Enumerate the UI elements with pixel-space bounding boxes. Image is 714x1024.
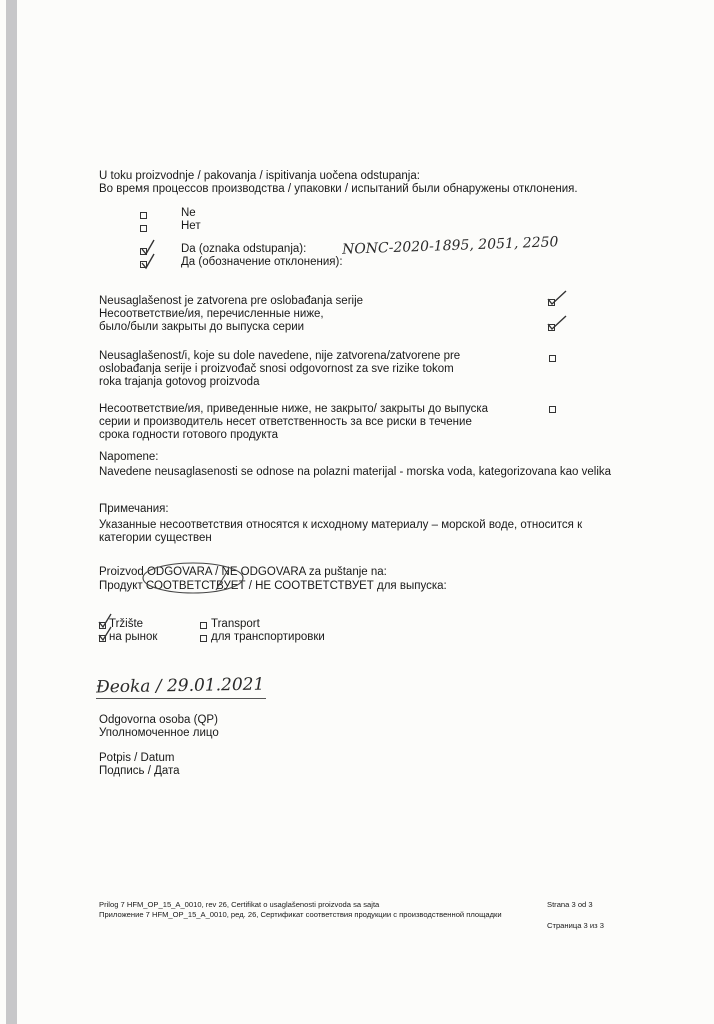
notes-text-sr: Navedene neusaglasenosti se odnose na polazni materijal - morska voda, kategorizovana kao velika: [99, 466, 612, 478]
release-sr-ok: ODGOVARA: [146, 566, 212, 578]
checkbox-transport-ru[interactable]: [200, 635, 207, 642]
open-sr-2: oslobađanja serije i proizvođač snosi odgovornost za sve rizike tokom: [99, 363, 454, 375]
market-ru: на рынок: [109, 631, 158, 643]
checkbox-open-sr[interactable]: [549, 355, 556, 362]
footer-page-sr: Strana 3 od 3: [547, 900, 593, 909]
release-ru-prefix: Продукт: [99, 580, 143, 592]
check-mark-icon: [546, 289, 568, 309]
check-mark-icon: [546, 314, 568, 334]
option-yes-ru: Да (обозначение отклонения):: [181, 256, 343, 268]
release-ru-rest: / НЕ СООТВЕТСТВУЕТ для выпуска:: [248, 580, 447, 592]
checkbox-no[interactable]: [140, 212, 147, 219]
transport-sr: Transport: [211, 618, 260, 630]
handwritten-deviation-ref: NONC-2020-1895, 2051, 2250: [341, 234, 559, 258]
option-no-ru: Нет: [181, 220, 201, 232]
checkbox-open-ru[interactable]: [549, 406, 556, 413]
closed-ru-1: Несоответствие/ия, перечисленные ниже,: [99, 308, 324, 320]
notes-text-ru-1: Указанные несоответствия относятся к исходному материалу – морской воде, относится к: [99, 519, 583, 531]
open-ru-3: срока годности готового продукта: [99, 429, 279, 441]
notes-heading-sr: Napomene:: [99, 451, 159, 463]
signature-role-sr: Odgovorna osoba (QP): [99, 714, 218, 726]
signature-handwritten: Đeoka / 29.01.2021: [95, 674, 265, 698]
notes-text-ru-2: категории существен: [99, 532, 212, 544]
closed-ru-2: было/были закрыты до выпуска серии: [99, 321, 305, 333]
option-yes-sr: Da (oznaka odstupanja):: [181, 243, 307, 255]
release-sr-prefix: Proizvod: [99, 566, 144, 578]
signature-label-sr: Potpis / Datum: [99, 752, 175, 764]
release-sr-rest: / NE ODGOVARA za puštanje na:: [215, 566, 387, 578]
option-no-sr: Ne: [181, 207, 196, 219]
open-sr-1: Neusaglašenost/i, koje su dole navedene, nije zatvorena/zatvorene pre: [99, 350, 461, 362]
open-sr-3: roka trajanja gotovog proizvoda: [99, 376, 260, 388]
checkbox-no-ru[interactable]: [140, 225, 147, 232]
closed-sr: Neusaglašenost je zatvorena pre oslobađanja serije: [99, 295, 364, 307]
transport-ru: для транспортировки: [211, 631, 325, 643]
footer-page-ru: Страница 3 из 3: [547, 921, 604, 930]
checkbox-transport[interactable]: [200, 622, 207, 629]
circle-annotation-icon: [140, 558, 250, 600]
signature-role-ru: Уполномоченное лицо: [99, 727, 219, 739]
footer-line-sr: Prilog 7 HFM_OP_15_A_0010, rev 26, Certifikat o usaglašenosti proizvoda sa sajta: [99, 900, 380, 909]
release-ru-ok: СООТВЕТСТВУЕТ: [145, 580, 246, 592]
signature-label-ru: Подпись / Дата: [99, 765, 180, 777]
open-ru-1: Несоответствие/ия, приведенные ниже, не закрыто/ закрыты до выпуска: [99, 403, 489, 415]
open-ru-2: серии и производитель несет ответственность за все риски в течение: [99, 416, 472, 428]
check-mark-icon: [140, 252, 156, 272]
signature-line: [96, 698, 266, 699]
scan-edge: [6, 0, 17, 1024]
notes-heading-ru: Примечания:: [99, 503, 169, 515]
deviations-question-ru: Во время процессов производства / упаковки / испытаний были обнаружены отклонения.: [99, 183, 578, 195]
footer-line-ru: Приложение 7 HFM_OP_15_A_0010, ред. 26, Сертификат соответствия продукции с производственной площадки: [99, 910, 502, 919]
market-sr: Tržište: [109, 618, 144, 630]
deviations-question-sr: U toku proizvodnje / pakovanja / ispitivanja uočena odstupanja:: [99, 170, 420, 182]
